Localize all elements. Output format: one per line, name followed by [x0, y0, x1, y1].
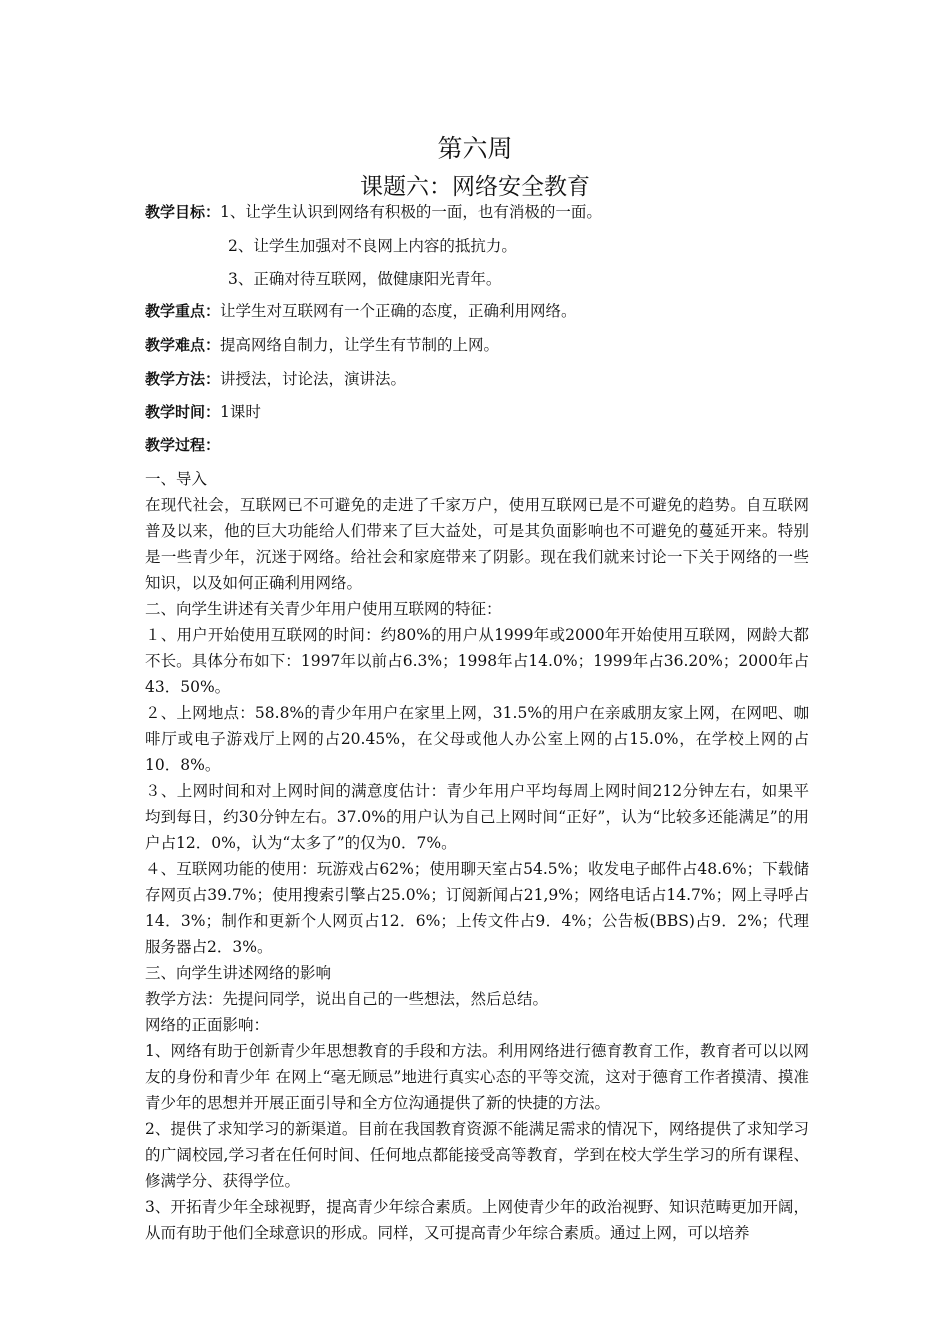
method-label: 教学方法：: [145, 370, 221, 388]
difficulty-label: 教学难点：: [145, 336, 221, 354]
section-heading: 三、向学生讲述网络的影响: [145, 964, 332, 982]
method-text: 讲授法，讨论法，演讲法。: [220, 370, 407, 388]
body-paragraph: ３、上网时间和对上网时间的满意度估计：青少年用户平均每周上网时间212分钟左右，如果平均到每日，约30分钟左右。37.0%的用户认为自己上网时间“正好”，认为“比较多还能满足”的用户占12．0%，认为“太多了”的仅为0．7%。: [145, 782, 809, 852]
difficulty-row: [145, 333, 805, 357]
key-point-row: [145, 299, 805, 323]
objective-item: 2、让学生加强对不良网上内容的抵抗力。: [228, 237, 517, 255]
lesson-body: [145, 466, 809, 1246]
process-row: [145, 433, 805, 457]
page-title: 第六周: [437, 134, 513, 163]
difficulty-text: 提高网络自制力，让学生有节制的上网。: [220, 336, 500, 354]
process-label: 教学过程：: [145, 436, 221, 454]
body-paragraph: 1、网络有助于创新青少年思想教育的手段和方法。利用网络进行德育教育工作，教育者可以以网友的身份和青少年 在网上“毫无顾忌”地进行真实心态的平等交流，这对于德育工作者摸清、摸准青少年的思想并开展正面引导和全方位沟通提供了新的快捷的方法。: [145, 1042, 809, 1112]
time-row: [145, 400, 805, 424]
body-paragraph: ２、上网地点：58.8%的青少年用户在家里上网，31.5%的用户在亲戚朋友家上网，在网吧、咖啡厅或电子游戏厅上网的占20.45%，在父母或他人办公室上网的占15.0%，在学校上网的占10．8%。: [145, 704, 809, 774]
body-paragraph: 3、开拓青少年全球视野，提高青少年综合素质。上网使青少年的政治视野、知识范畴更加开阔，从而有助于他们全球意识的形成。同样，又可提高青少年综合素质。通过上网，可以培养: [145, 1198, 809, 1242]
body-paragraph: ４、互联网功能的使用：玩游戏占62%；使用聊天室占54.5%；收发电子邮件占48.6%；下载储存网页占39.7%；使用搜索引擎占25.0%；订阅新闻占21,9%；网络电话占14.7%；网上寻呼占14．3%；制作和更新个人网页占12．6%；上传文件占9．4%；公告板(BBS)占9．2%；代理服务器占2．3%。: [145, 860, 809, 956]
time-text: 1课时: [220, 403, 261, 421]
body-paragraph: 网络的正面影响：: [145, 1016, 270, 1034]
body-paragraph: 2、提供了求知学习的新渠道。目前在我国教育资源不能满足需求的情况下，网络提供了求知学习的广阔校园,学习者在任何时间、任何地点都能接受高等教育，学到在校大学生学习的所有课程、修满学分、获得学位。: [145, 1120, 809, 1190]
objectives-label: 教学目标：: [145, 203, 221, 221]
objective-item: 3、正确对待互联网，做健康阳光青年。: [228, 270, 502, 288]
section-heading: 一、导入: [145, 470, 208, 488]
objectives-row: [145, 200, 805, 224]
objective-item: 1、让学生认识到网络有积极的一面，也有消极的一面。: [220, 203, 602, 221]
section-heading: 二、向学生讲述有关青少年用户使用互联网的特征：: [145, 600, 502, 618]
lesson-topic: 课题六：网络安全教育: [360, 174, 590, 200]
body-paragraph: １、用户开始使用互联网的时间：约80%的用户从1999年或2000年开始使用互联网，网龄大都不长。具体分布如下：1997年以前占6.3%；1998年占14.0%；1999年占36.20%；2000年占43．50%。: [145, 626, 809, 696]
method-row: [145, 367, 805, 391]
time-label: 教学时间：: [145, 403, 221, 421]
body-paragraph: 在现代社会，互联网已不可避免的走进了千家万户，使用互联网已是不可避免的趋势。自互联网普及以来，他的巨大功能给人们带来了巨大益处，可是其负面影响也不可避免的蔓延开来。特别是一些青少年，沉迷于网络。给社会和家庭带来了阴影。现在我们就来讨论一下关于网络的一些知识，以及如何正确利用网络。: [145, 496, 809, 592]
body-paragraph: 教学方法：先提问同学，说出自己的一些想法，然后总结。: [145, 990, 549, 1008]
key-point-text: 让学生对互联网有一个正确的态度，正确利用网络。: [220, 302, 577, 320]
key-point-label: 教学重点：: [145, 302, 221, 320]
